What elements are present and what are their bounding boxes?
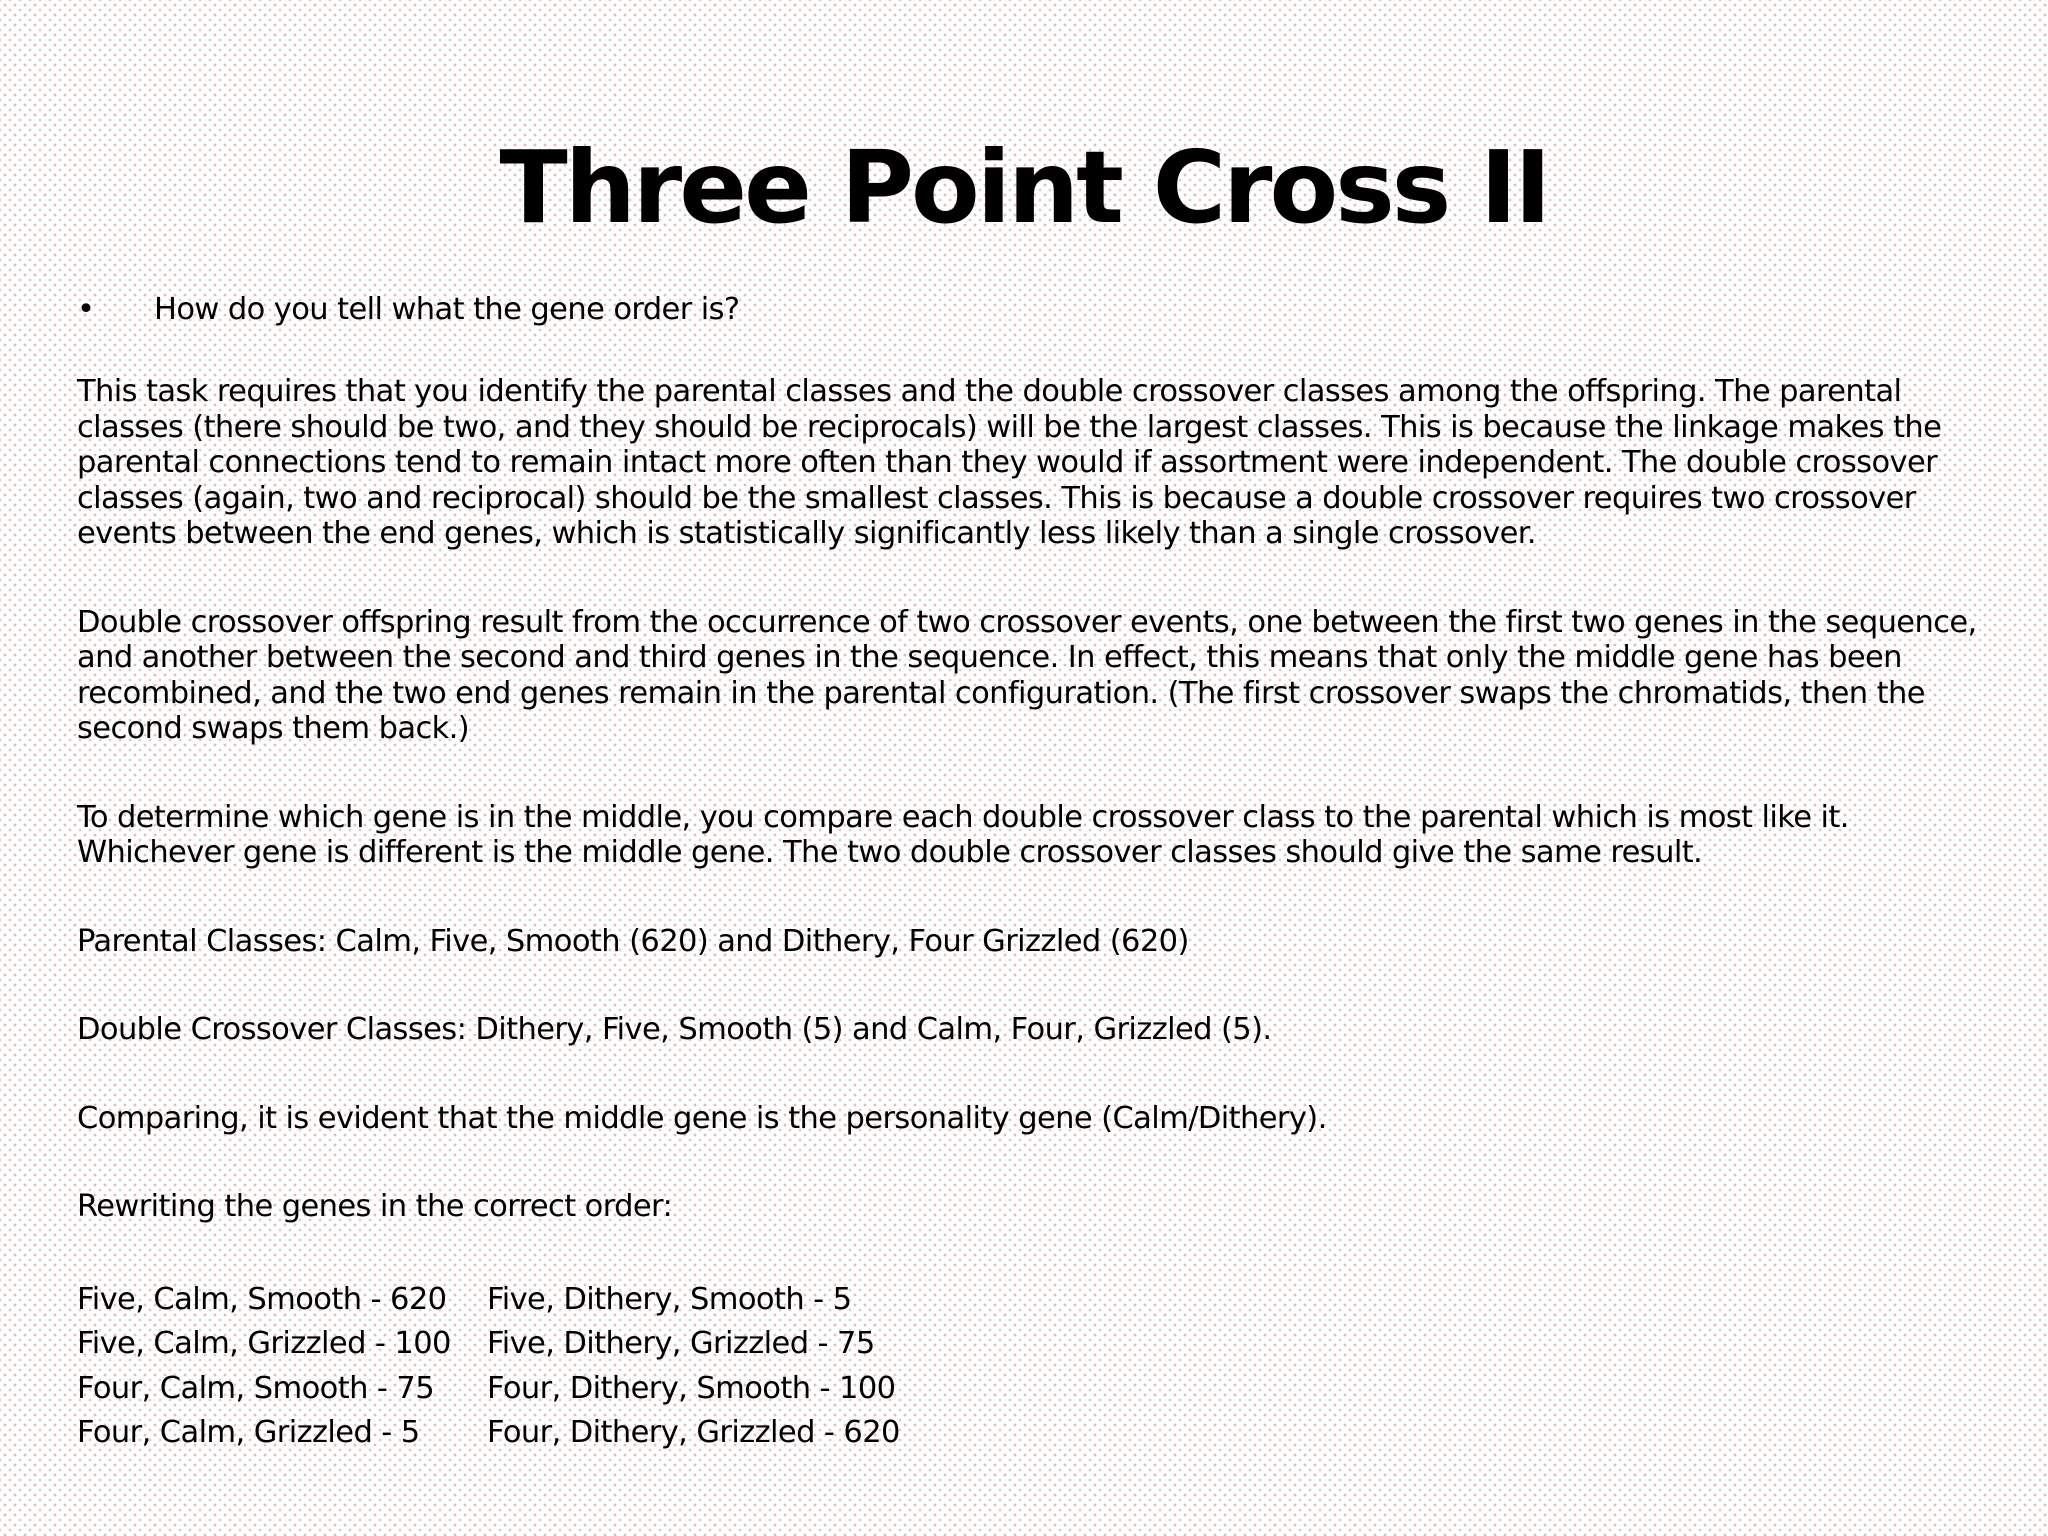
table-row — [77, 1367, 900, 1412]
bullet-item — [77, 288, 1977, 332]
slide-title: Three Point Cross II — [499, 129, 1549, 246]
table-row — [77, 1411, 900, 1456]
paragraph-middle-gene: To determine which gene is in the middle, you compare each double crossover class to the parental which is most like it. Whichever gene is different is the middle gene. The two double crossover classes should give the same result. — [77, 799, 1849, 870]
gene-class-cell: Five, Calm, Smooth - 620 — [77, 1281, 447, 1317]
gene-class-cell: Five, Dithery, Smooth - 5 — [487, 1281, 852, 1317]
table-row — [77, 1278, 900, 1323]
gene-class-cell: Four, Calm, Smooth - 75 — [77, 1370, 435, 1406]
table-row — [77, 1322, 900, 1367]
gene-class-cell: Five, Calm, Grizzled - 100 — [77, 1326, 451, 1361]
gene-class-cell: Five, Dithery, Grizzled - 75 — [487, 1326, 875, 1361]
paragraph-classes-intro: This task requires that you identify the parental classes and the double crossover classes among the offspring. The parental classes (there should be two, and they should be reciprocals) will be the largest classes. This is because the linkage makes the parental connections tend to remain intact more often than they would if assortment were independent. The double crossover classes (again, two and reciprocal) should be the smallest classes. This is because a double crossover requires two crossover events between the end genes, which is statistically significantly less likely than a single crossover. — [77, 374, 1942, 551]
double-crossover-classes-line: Double Crossover Classes: Dithery, Five, Smooth (5) and Calm, Four, Grizzled (5). — [77, 1012, 1272, 1047]
gene-class-cell: Four, Dithery, Smooth - 100 — [487, 1370, 896, 1406]
rewrite-intro-line: Rewriting the genes in the correct order: — [77, 1189, 673, 1224]
gene-class-cell: Four, Calm, Grizzled - 5 — [77, 1415, 420, 1450]
gene-order-table — [77, 1278, 900, 1456]
slide-body — [77, 288, 1977, 1456]
paragraph-double-crossover: Double crossover offspring result from the occurrence of two crossover events, one between the first two genes in the sequence, and another between the second and third genes in the sequence. In effect, this means that only the middle gene has been recombined, and the two end genes remain in the parental configuration. (The first crossover swaps the chromatids, then the second swaps them back.) — [77, 604, 1977, 746]
bullet-question: How do you tell what the gene order is? — [154, 292, 740, 327]
gene-class-cell: Four, Dithery, Grizzled - 620 — [487, 1415, 900, 1450]
bullet-dot-icon: • — [77, 292, 95, 327]
comparison-line: Comparing, it is evident that the middle gene is the personality gene (Calm/Dithery). — [77, 1100, 1327, 1136]
parental-classes-line: Parental Classes: Calm, Five, Smooth (620) and Dithery, Four Grizzled (620) — [77, 923, 1189, 959]
